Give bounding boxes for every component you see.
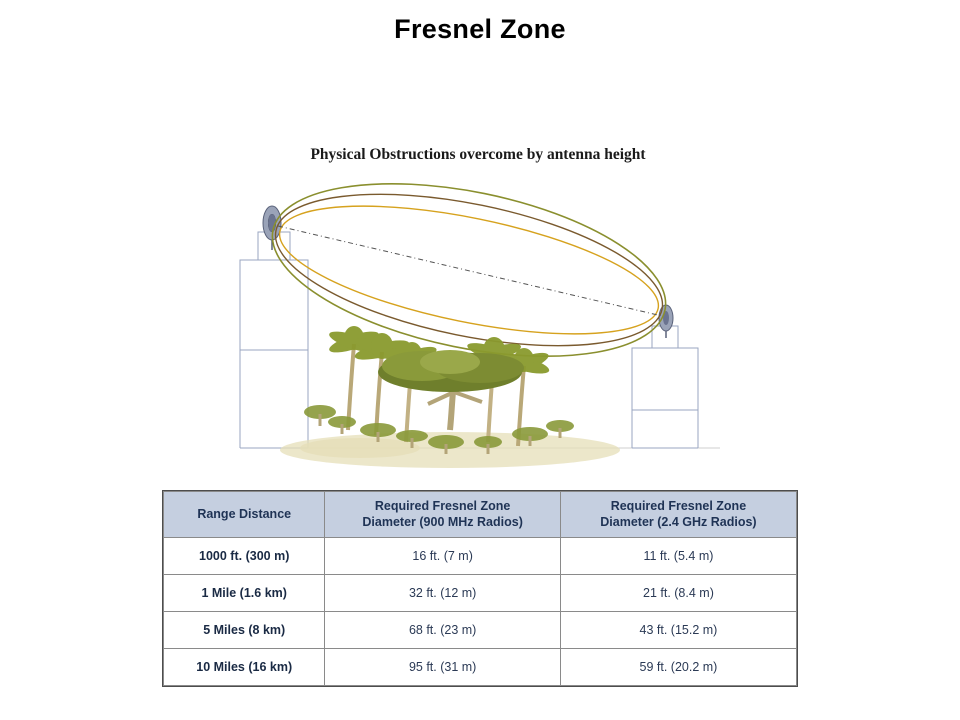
- tower-right: [632, 326, 698, 448]
- cell-24ghz: 21 ft. (8.4 m): [560, 575, 796, 612]
- cell-24ghz: 59 ft. (20.2 m): [560, 649, 796, 686]
- column-header-24ghz: [560, 492, 796, 538]
- cell-900mhz: 32 ft. (12 m): [325, 575, 560, 612]
- line-of-sight-dashed: [278, 226, 662, 316]
- table-header-row: [164, 492, 797, 538]
- cell-24ghz: 43 ft. (15.2 m): [560, 612, 796, 649]
- table-row: [164, 649, 797, 686]
- cell-range-distance: 1000 ft. (300 m): [164, 538, 325, 575]
- cell-range-distance: 1 Mile (1.6 km): [164, 575, 325, 612]
- cell-range-distance: 10 Miles (16 km): [164, 649, 325, 686]
- cell-range-distance: 5 Miles (8 km): [164, 612, 325, 649]
- column-header-900mhz: [325, 492, 560, 538]
- column-header-24ghz-line1: Required Fresnel Zone: [610, 499, 747, 513]
- fresnel-ellipse-middle: [263, 166, 675, 374]
- acacia-tree: [378, 350, 524, 430]
- table-row: [164, 538, 797, 575]
- cell-24ghz: 11 ft. (5.4 m): [560, 538, 796, 575]
- column-header-900mhz-line1: Required Fresnel Zone: [374, 499, 511, 513]
- column-header-range-distance-line1: Range Distance: [197, 506, 292, 521]
- trees-obstruction: [280, 326, 620, 468]
- column-header-900mhz-line2: Diameter (900 MHz Radios): [362, 514, 523, 529]
- fresnel-zone-table: [162, 490, 798, 687]
- cell-900mhz: 16 ft. (7 m): [325, 538, 560, 575]
- illustration-caption: Physical Obstructions overcome by antenna height: [310, 146, 646, 163]
- fresnel-ellipse-inner: [270, 181, 669, 360]
- page-title: Fresnel Zone: [394, 14, 566, 44]
- cell-900mhz: 68 ft. (23 m): [325, 612, 560, 649]
- table-row: [164, 575, 797, 612]
- fresnel-zone-illustration: [200, 130, 760, 480]
- tower-left: [240, 232, 308, 448]
- cell-900mhz: 95 ft. (31 m): [325, 649, 560, 686]
- column-header-range-distance: [164, 492, 325, 538]
- column-header-24ghz-line2: Diameter (2.4 GHz Radios): [600, 514, 757, 529]
- fresnel-ellipses: [257, 154, 680, 387]
- fresnel-zone-diagram: [200, 130, 760, 480]
- table-row: [164, 612, 797, 649]
- fresnel-ellipse-outer: [257, 154, 680, 387]
